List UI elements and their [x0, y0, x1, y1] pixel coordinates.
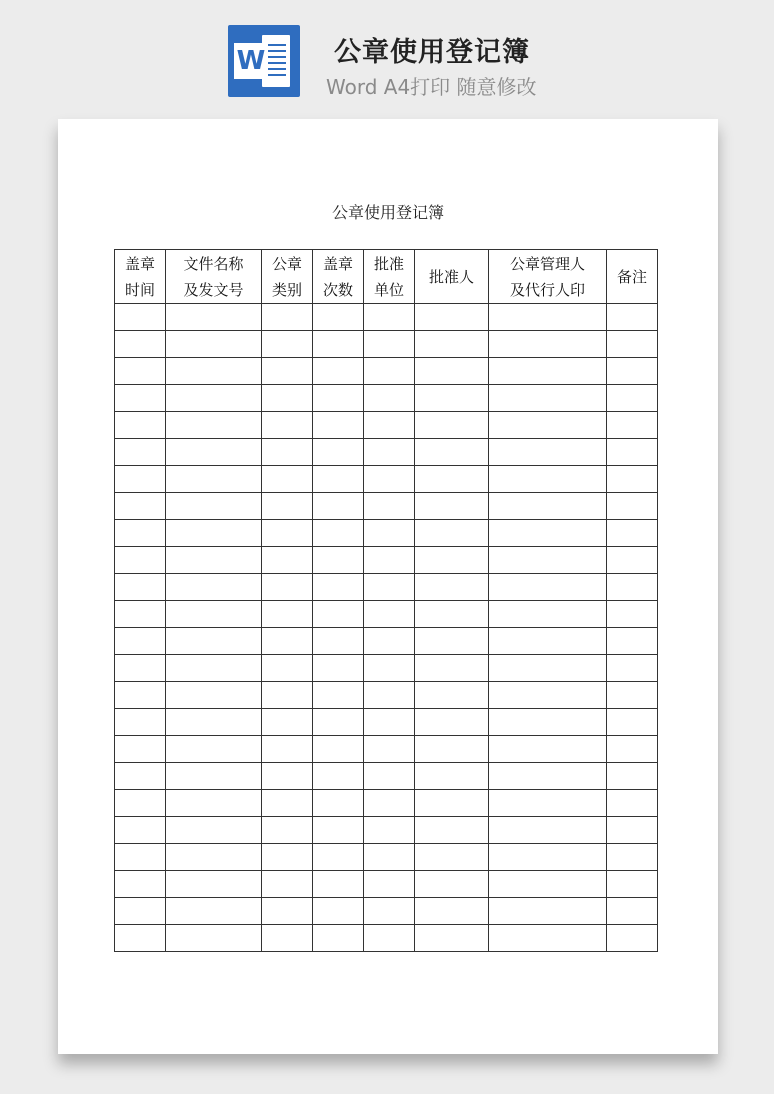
table-row: [115, 547, 658, 574]
table-cell[interactable]: [115, 412, 166, 439]
table-row: [115, 466, 658, 493]
table-cell[interactable]: [166, 439, 262, 466]
table-cell[interactable]: [166, 817, 262, 844]
table-cell[interactable]: [313, 817, 364, 844]
table-row: [115, 520, 658, 547]
table-cell[interactable]: [364, 628, 415, 655]
table-cell[interactable]: [415, 466, 489, 493]
table-cell[interactable]: [364, 439, 415, 466]
table-cell[interactable]: [489, 574, 607, 601]
table-cell[interactable]: [313, 358, 364, 385]
table-cell[interactable]: [364, 331, 415, 358]
table-cell[interactable]: [489, 601, 607, 628]
table-cell[interactable]: [364, 898, 415, 925]
table-cell[interactable]: [313, 763, 364, 790]
table-cell[interactable]: [262, 817, 313, 844]
table-cell[interactable]: [489, 763, 607, 790]
table-cell[interactable]: [607, 304, 658, 331]
table-cell[interactable]: [415, 574, 489, 601]
table-cell[interactable]: [262, 304, 313, 331]
table-cell[interactable]: [607, 412, 658, 439]
table-cell[interactable]: [313, 898, 364, 925]
table-cell[interactable]: [262, 790, 313, 817]
table-cell[interactable]: [364, 790, 415, 817]
table-cell[interactable]: [313, 304, 364, 331]
table-cell[interactable]: [166, 331, 262, 358]
table-cell[interactable]: [262, 520, 313, 547]
table-row: [115, 817, 658, 844]
table-cell[interactable]: [489, 817, 607, 844]
table-cell[interactable]: [262, 844, 313, 871]
column-header-line: 单位: [373, 280, 404, 299]
table-cell[interactable]: [313, 493, 364, 520]
table-cell[interactable]: [607, 817, 658, 844]
table-cell[interactable]: [313, 682, 364, 709]
table-cell[interactable]: [115, 844, 166, 871]
table-cell[interactable]: [489, 871, 607, 898]
column-header-line: 批准: [373, 254, 404, 273]
table-cell[interactable]: [313, 790, 364, 817]
table-cell[interactable]: [364, 736, 415, 763]
table-cell[interactable]: [166, 871, 262, 898]
table-row: [115, 763, 658, 790]
table-cell[interactable]: [364, 871, 415, 898]
table-cell[interactable]: [607, 736, 658, 763]
column-header: [489, 250, 607, 304]
table-cell[interactable]: [166, 682, 262, 709]
table-cell[interactable]: [364, 385, 415, 412]
table-cell[interactable]: [489, 736, 607, 763]
table-cell[interactable]: [607, 439, 658, 466]
table-cell[interactable]: [313, 520, 364, 547]
table-cell[interactable]: [607, 682, 658, 709]
word-icon-letter: W: [234, 43, 268, 79]
table-cell[interactable]: [262, 601, 313, 628]
table-row: [115, 574, 658, 601]
table-cell[interactable]: [415, 790, 489, 817]
table-cell[interactable]: [262, 925, 313, 952]
column-header-line: 类别: [271, 280, 302, 299]
table-cell[interactable]: [313, 439, 364, 466]
table-cell[interactable]: [115, 385, 166, 412]
column-header: [313, 250, 364, 304]
table-cell[interactable]: [415, 385, 489, 412]
column-header-line: 及代行人印: [509, 280, 585, 299]
table-cell[interactable]: [489, 898, 607, 925]
table-cell[interactable]: [489, 655, 607, 682]
table-cell[interactable]: [607, 358, 658, 385]
table-cell[interactable]: [415, 817, 489, 844]
table-row: [115, 871, 658, 898]
table-row: [115, 925, 658, 952]
header-banner: [0, 0, 774, 110]
table-cell[interactable]: [115, 520, 166, 547]
table-cell[interactable]: [313, 871, 364, 898]
table-cell[interactable]: [115, 655, 166, 682]
column-header-line: 公章: [271, 254, 302, 273]
table-cell[interactable]: [262, 628, 313, 655]
column-header-line: 公章管理人: [509, 254, 585, 273]
table-cell[interactable]: [364, 709, 415, 736]
table-cell[interactable]: [489, 547, 607, 574]
table-cell[interactable]: [607, 709, 658, 736]
table-cell[interactable]: [115, 871, 166, 898]
table-cell[interactable]: [166, 493, 262, 520]
table-row: [115, 385, 658, 412]
column-header: [415, 250, 489, 304]
table-cell[interactable]: [166, 628, 262, 655]
table-cell[interactable]: [166, 358, 262, 385]
table-row: [115, 628, 658, 655]
table-cell[interactable]: [415, 763, 489, 790]
table-cell[interactable]: [262, 736, 313, 763]
table-cell[interactable]: [489, 709, 607, 736]
table-cell[interactable]: [364, 925, 415, 952]
table-cell[interactable]: [415, 871, 489, 898]
table-row: [115, 331, 658, 358]
table-row: [115, 844, 658, 871]
table-row: [115, 601, 658, 628]
table-cell[interactable]: [364, 763, 415, 790]
document-page: [58, 119, 718, 1054]
table-cell[interactable]: [313, 412, 364, 439]
table-cell[interactable]: [364, 844, 415, 871]
table-cell[interactable]: [115, 304, 166, 331]
table-header-row: [115, 250, 658, 304]
table-cell[interactable]: [262, 385, 313, 412]
column-header: [607, 250, 658, 304]
table-cell[interactable]: [607, 601, 658, 628]
table-cell[interactable]: [415, 547, 489, 574]
table-cell[interactable]: [489, 466, 607, 493]
table-cell[interactable]: [313, 574, 364, 601]
table-cell[interactable]: [415, 331, 489, 358]
table-cell[interactable]: [415, 709, 489, 736]
table-cell[interactable]: [262, 547, 313, 574]
table-cell[interactable]: [489, 331, 607, 358]
column-header: [262, 250, 313, 304]
table-cell[interactable]: [607, 385, 658, 412]
column-header: [364, 250, 415, 304]
table-cell[interactable]: [313, 709, 364, 736]
table-cell[interactable]: [364, 682, 415, 709]
table-cell[interactable]: [115, 682, 166, 709]
table-cell[interactable]: [415, 628, 489, 655]
table-cell[interactable]: [364, 574, 415, 601]
column-header-line: 次数: [322, 280, 353, 299]
table-cell[interactable]: [364, 466, 415, 493]
column-header: [166, 250, 262, 304]
table-cell[interactable]: [489, 844, 607, 871]
table-cell[interactable]: [607, 331, 658, 358]
table-cell[interactable]: [607, 466, 658, 493]
table-cell[interactable]: [115, 628, 166, 655]
table-cell[interactable]: [166, 574, 262, 601]
table-cell[interactable]: [489, 493, 607, 520]
table-cell[interactable]: [607, 628, 658, 655]
table-row: [115, 304, 658, 331]
table-cell[interactable]: [115, 898, 166, 925]
table-cell[interactable]: [607, 844, 658, 871]
table-cell[interactable]: [262, 574, 313, 601]
table-cell[interactable]: [166, 763, 262, 790]
table-row: [115, 709, 658, 736]
table-cell[interactable]: [364, 601, 415, 628]
table-cell[interactable]: [262, 439, 313, 466]
column-header-line: 批准人: [428, 267, 474, 286]
table-cell[interactable]: [166, 709, 262, 736]
table-cell[interactable]: [115, 439, 166, 466]
table-cell[interactable]: [262, 493, 313, 520]
table-cell[interactable]: [415, 736, 489, 763]
table-cell[interactable]: [262, 709, 313, 736]
table-cell[interactable]: [115, 736, 166, 763]
table-row: [115, 493, 658, 520]
table-body: [115, 304, 658, 952]
table-cell[interactable]: [607, 925, 658, 952]
table-cell[interactable]: [607, 871, 658, 898]
table-cell[interactable]: [166, 304, 262, 331]
table-cell[interactable]: [607, 898, 658, 925]
table-cell[interactable]: [489, 682, 607, 709]
table-cell[interactable]: [166, 385, 262, 412]
table-cell[interactable]: [115, 925, 166, 952]
table-cell[interactable]: [166, 466, 262, 493]
table-cell[interactable]: [313, 331, 364, 358]
table-cell[interactable]: [115, 547, 166, 574]
column-header-line: 盖章: [124, 254, 155, 273]
table-row: [115, 736, 658, 763]
table-row: [115, 439, 658, 466]
table-cell[interactable]: [364, 358, 415, 385]
table-cell[interactable]: [489, 628, 607, 655]
table-cell[interactable]: [262, 466, 313, 493]
column-header-line: 文件名称: [183, 254, 244, 273]
table-cell[interactable]: [607, 790, 658, 817]
table-cell[interactable]: [415, 601, 489, 628]
table-cell[interactable]: [364, 412, 415, 439]
table-cell[interactable]: [489, 304, 607, 331]
table-cell[interactable]: [262, 682, 313, 709]
table-cell[interactable]: [313, 466, 364, 493]
table-cell[interactable]: [262, 898, 313, 925]
table-cell[interactable]: [489, 385, 607, 412]
table-cell[interactable]: [313, 601, 364, 628]
table-cell[interactable]: [115, 709, 166, 736]
column-header-line: 备注: [616, 267, 647, 286]
table-cell[interactable]: [489, 412, 607, 439]
table-cell[interactable]: [166, 898, 262, 925]
table-cell[interactable]: [115, 763, 166, 790]
table-cell[interactable]: [166, 655, 262, 682]
table-cell[interactable]: [415, 655, 489, 682]
table-cell[interactable]: [166, 601, 262, 628]
word-icon: [228, 25, 300, 97]
table-row: [115, 790, 658, 817]
table-cell[interactable]: [607, 655, 658, 682]
table-cell[interactable]: [313, 655, 364, 682]
table-row: [115, 898, 658, 925]
table-cell[interactable]: [313, 736, 364, 763]
table-cell[interactable]: [115, 466, 166, 493]
table-cell[interactable]: [415, 493, 489, 520]
table-cell[interactable]: [364, 520, 415, 547]
table-cell[interactable]: [607, 493, 658, 520]
table-cell[interactable]: [166, 412, 262, 439]
table-row: [115, 655, 658, 682]
table-cell[interactable]: [607, 547, 658, 574]
column-header: [115, 250, 166, 304]
table-cell[interactable]: [415, 520, 489, 547]
table-cell[interactable]: [415, 412, 489, 439]
table-cell[interactable]: [489, 520, 607, 547]
table-cell[interactable]: [489, 790, 607, 817]
table-row: [115, 412, 658, 439]
table-cell[interactable]: [115, 601, 166, 628]
table-cell[interactable]: [115, 493, 166, 520]
register-table: [114, 249, 658, 952]
table-cell[interactable]: [313, 844, 364, 871]
table-cell[interactable]: [115, 331, 166, 358]
table-cell[interactable]: [313, 628, 364, 655]
table-cell[interactable]: [489, 358, 607, 385]
table-cell[interactable]: [262, 358, 313, 385]
document-title: 公章使用登记簿: [331, 203, 444, 222]
table-cell[interactable]: [166, 790, 262, 817]
table-cell[interactable]: [364, 655, 415, 682]
table-cell[interactable]: [607, 763, 658, 790]
table-cell[interactable]: [262, 331, 313, 358]
table-cell[interactable]: [489, 925, 607, 952]
banner-title: 公章使用登记簿: [334, 37, 530, 68]
table-cell[interactable]: [364, 817, 415, 844]
column-header-line: 盖章: [322, 254, 353, 273]
table-cell[interactable]: [415, 844, 489, 871]
table-row: [115, 358, 658, 385]
banner-subtitle: Word A4打印 随意修改: [326, 75, 537, 99]
table-cell[interactable]: [115, 817, 166, 844]
table-cell[interactable]: [262, 655, 313, 682]
table-cell[interactable]: [115, 574, 166, 601]
table-row: [115, 682, 658, 709]
table-cell[interactable]: [115, 358, 166, 385]
column-header-line: 时间: [124, 280, 155, 299]
table-cell[interactable]: [313, 925, 364, 952]
table-cell[interactable]: [262, 412, 313, 439]
table-cell[interactable]: [415, 925, 489, 952]
column-header-line: 及发文号: [183, 280, 244, 299]
table-cell[interactable]: [364, 547, 415, 574]
table-cell[interactable]: [415, 898, 489, 925]
table-cell[interactable]: [607, 520, 658, 547]
table-cell[interactable]: [489, 439, 607, 466]
table-cell[interactable]: [364, 493, 415, 520]
table-cell[interactable]: [166, 925, 262, 952]
table-cell[interactable]: [415, 682, 489, 709]
table-cell[interactable]: [415, 439, 489, 466]
table-cell[interactable]: [115, 790, 166, 817]
table-cell[interactable]: [166, 520, 262, 547]
table-cell[interactable]: [262, 871, 313, 898]
table-cell[interactable]: [415, 304, 489, 331]
table-cell[interactable]: [166, 547, 262, 574]
table-cell[interactable]: [166, 736, 262, 763]
table-cell[interactable]: [262, 763, 313, 790]
table-cell[interactable]: [364, 304, 415, 331]
table-cell[interactable]: [313, 385, 364, 412]
table-cell[interactable]: [415, 358, 489, 385]
table-cell[interactable]: [313, 547, 364, 574]
table-cell[interactable]: [166, 844, 262, 871]
table-cell[interactable]: [607, 574, 658, 601]
